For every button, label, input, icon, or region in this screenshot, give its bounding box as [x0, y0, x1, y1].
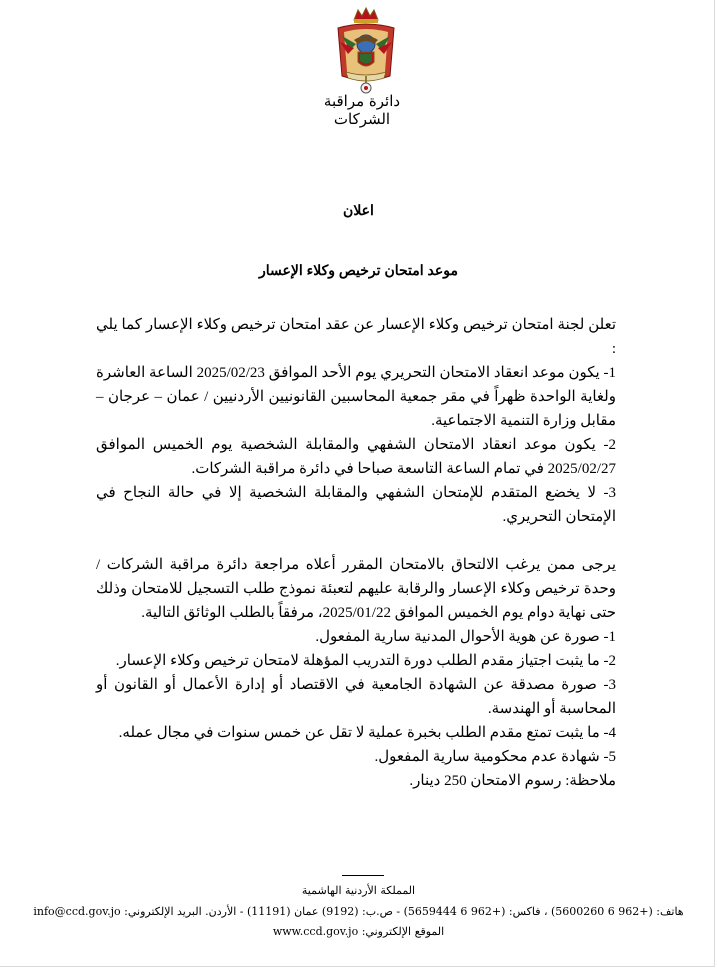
coat-of-arms-emblem	[332, 6, 400, 94]
footer-divider	[342, 875, 384, 876]
announcement-title: اعلان	[343, 202, 374, 218]
announcement-body	[96, 313, 616, 793]
spacer	[96, 529, 616, 553]
footer-website: الموقع الإلكتروني: www.ccd.gov.jo	[272, 925, 445, 938]
exam-item: 3- لا يخضع المتقدم للإمتحان الشفهي والمقابلة الشخصية إلا في حالة النجاح في الإمتحان التحريري.	[96, 485, 616, 525]
document-item: 4- ما يثبت تمتع مقدم الطلب بخبرة عملية لا تقل عن خمس سنوات في مجال عمله.	[118, 725, 616, 741]
document-item: 1- صورة عن هوية الأحوال المدنية سارية المفعول.	[315, 629, 616, 645]
footer-contacts: هاتف: (+962 6 5600260) ، فاكس: (+962 6 5659444) - ص.ب: (9192) عمان (11191) - الأردن. البريد الإلكتروني: info@ccd.gov.jo	[33, 905, 684, 918]
document-item: 3- صورة مصدقة عن الشهادة الجامعية في الاقتصاد أو إدارة الأعمال أو القانون أو المحاسبة أو الهندسة.	[96, 677, 616, 717]
document-item: 5- شهادة عدم محكومية سارية المفعول.	[374, 749, 616, 765]
announcement-subject: موعد امتحان ترخيص وكلاء الإعسار	[259, 262, 458, 278]
document-item: 2- ما يثبت اجتياز مقدم الطلب دورة التدريب المؤهلة لامتحان ترخيص وكلاء الإعسار.	[115, 653, 616, 669]
department-name: دائرة مراقبة الشركات	[323, 92, 401, 128]
exam-item: 2- يكون موعد انعقاد الامتحان الشفهي والمقابلة الشخصية يوم الخميس الموافق 2025/02/27 في تمام الساعة التاسعة صباحا في دائرة مراقبة الشركات.	[96, 437, 616, 477]
applicants-paragraph: يرجى ممن يرغب الالتحاق بالامتحان المقرر أعلاه مراجعة دائرة مراقبة الشركات / وحدة ترخيص وكلاء الإعسار والرقابة عليهم لتعبئة نموذج طلب التسجيل للامتحان وذلك حتى نهاية دوام يوم الخميس الموافق 2025/01/22، مرفقاً بالطلب الوثائق التالية.	[96, 557, 616, 621]
exam-item: 1- يكون موعد انعقاد الامتحان التحريري يوم الأحد الموافق 2025/02/23 الساعة العاشرة ولغاية الواحدة ظهراً في مقر جمعية المحاسبين القانونيين الأردنيين / عمان – عرجان – مقابل وزارة التنمية الاجتماعية.	[96, 365, 617, 429]
intro-paragraph: تعلن لجنة امتحان ترخيص وكلاء الإعسار عن عقد امتحان ترخيص وكلاء الإعسار كما يلي :	[96, 317, 616, 357]
fee-note: ملاحظة: رسوم الامتحان 250 دينار.	[409, 773, 616, 789]
footer-kingdom: المملكة الأردنية الهاشمية	[301, 884, 416, 897]
